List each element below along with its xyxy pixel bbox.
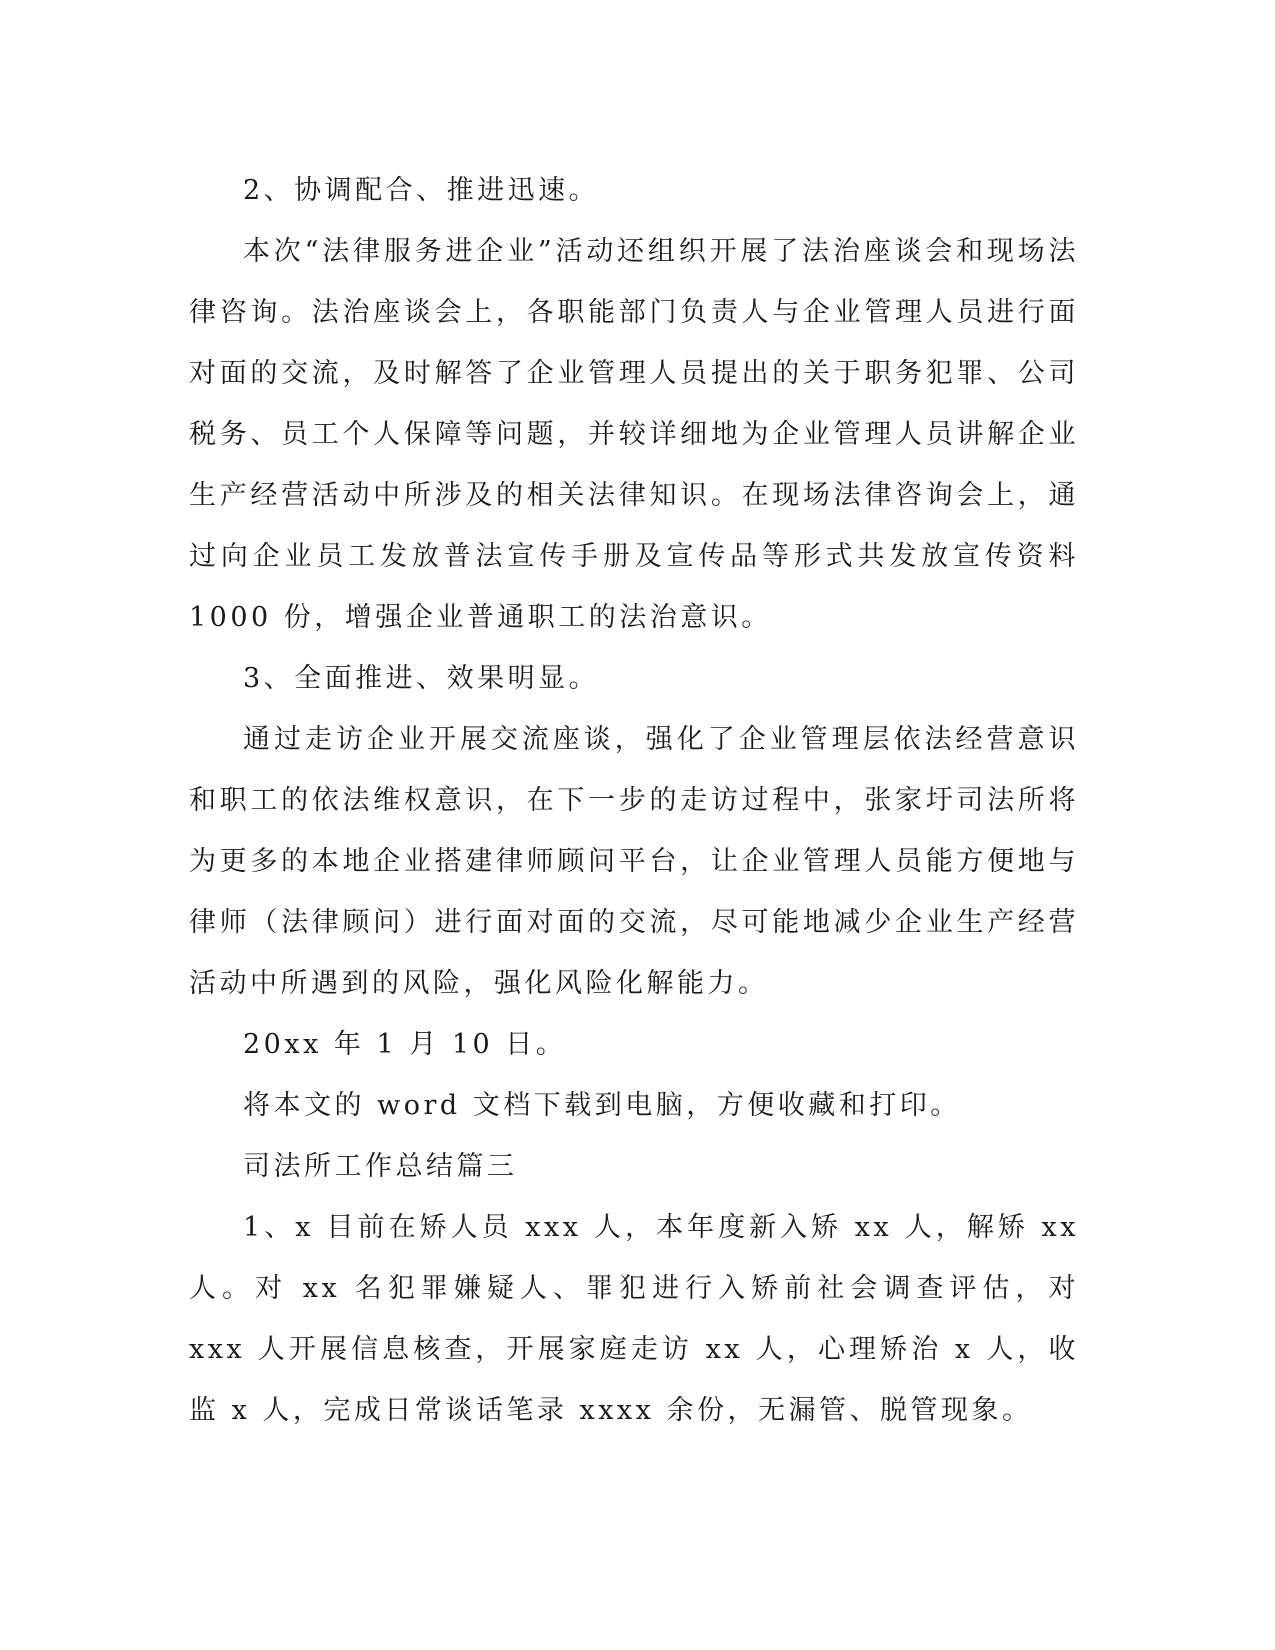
date-line: 20xx 年 1 月 10 日。: [243, 1029, 567, 1060]
section-title: 司法所工作总结篇三: [243, 1151, 518, 1182]
paragraph-heading-2: 2、协调配合、推进迅速。: [243, 175, 600, 206]
paragraph: 1、x 目前在矫人员 xxx 人，本年度新入矫 xx 人，解矫 xx 人。对 xx 名犯罪嫌疑人、罪犯进行入矫前社会调查评估，对 xxx 人开展信息核查，开展家庭走访 xx 人，心理矫治 x 人，收监 x 人，完成日常谈话笔录 xxxx 余份，无漏管、脱管现象。: [189, 1212, 1079, 1426]
paragraph: 通过走访企业开展交流座谈，强化了企业管理层依法经营意识和职工的依法维权意识，在下一步的走访过程中，张家圩司法所将为更多的本地企业搭建律师顾问平台，让企业管理人员能方便地与律师（法律顾问）进行面对面的交流，尽可能地减少企业生产经营活动中所遇到的风险，强化风险化解能力。: [189, 724, 1079, 999]
download-note: 将本文的 word 文档下载到电脑，方便收藏和打印。: [243, 1090, 961, 1121]
paragraph: 本次“法律服务进企业”活动还组织开展了法治座谈会和现场法律咨询。法治座谈会上，各职能部门负责人与企业管理人员进行面对面的交流，及时解答了企业管理人员提出的关于职务犯罪、公司税务、员工个人保障等问题，并较详细地为企业管理人员讲解企业生产经营活动中所涉及的相关法律知识。在现场法律咨询会上，通过向企业员工发放普法宣传手册及宣传品等形式共发放宣传资料 1000 份，增强企业普通职工的法治意识。: [189, 236, 1079, 633]
document-body: [189, 160, 1079, 1441]
paragraph-heading-3: 3、全面推进、效果明显。: [243, 663, 600, 694]
